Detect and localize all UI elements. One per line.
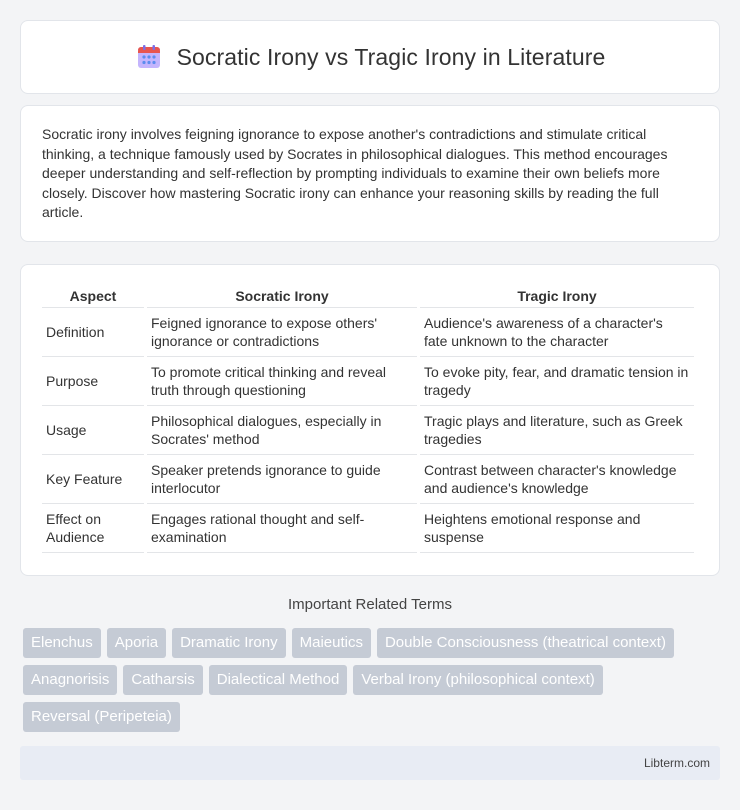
header-socratic: Socratic Irony <box>147 283 417 308</box>
tag-elenchus[interactable]: Elenchus <box>23 628 101 658</box>
tag-reversal[interactable]: Reversal (Peripeteia) <box>23 702 180 732</box>
cell-aspect: Definition <box>42 308 144 357</box>
cell-tragic: To evoke pity, fear, and dramatic tension in tragedy <box>420 357 694 406</box>
tag-double-consciousness[interactable]: Double Consciousness (theatrical context) <box>377 628 674 658</box>
table-header-row <box>42 283 694 308</box>
page-title: Socratic Irony vs Tragic Irony in Literature <box>176 43 606 70</box>
tag-verbal-irony[interactable]: Verbal Irony (philosophical context) <box>353 665 602 695</box>
cell-aspect: Usage <box>42 406 144 455</box>
related-terms-title: Important Related Terms <box>288 596 452 613</box>
header-tragic: Tragic Irony <box>420 283 694 308</box>
table-row <box>42 406 694 455</box>
intro-text: Socratic irony involves feigning ignorance to expose another's contradictions and stimulate critical thinking, a technique famously used by Socrates in philosophical dialogues. This method encourages deeper understanding and self-reflection by prompting individuals to examine their own beliefs more closely. Discover how mastering Socratic irony can enhance your reasoning skills by reading the full article. <box>42 126 668 221</box>
cell-tragic: Tragic plays and literature, such as Greek tragedies <box>420 406 694 455</box>
comparison-table <box>39 283 697 553</box>
table-row <box>42 308 694 357</box>
cell-aspect: Key Feature <box>42 455 144 504</box>
footer-site-link[interactable]: Libterm.com <box>643 756 710 770</box>
cell-tragic: Heightens emotional response and suspense <box>420 504 694 553</box>
table-row <box>42 504 694 553</box>
calendar-icon <box>135 43 163 71</box>
tag-dramatic-irony[interactable]: Dramatic Irony <box>172 628 286 658</box>
footer <box>20 746 720 780</box>
tag-maieutics[interactable]: Maieutics <box>292 628 371 658</box>
table-row <box>42 455 694 504</box>
header-aspect: Aspect <box>42 283 144 308</box>
comparison-card <box>20 264 720 576</box>
table-row <box>42 357 694 406</box>
cell-tragic: Audience's awareness of a character's fate unknown to the character <box>420 308 694 357</box>
tag-anagnorisis[interactable]: Anagnorisis <box>23 665 117 695</box>
tag-catharsis[interactable]: Catharsis <box>123 665 202 695</box>
tag-dialectical-method[interactable]: Dialectical Method <box>209 665 348 695</box>
cell-socratic: Philosophical dialogues, especially in Socrates' method <box>147 406 417 455</box>
cell-tragic: Contrast between character's knowledge and audience's knowledge <box>420 455 694 504</box>
cell-aspect: Purpose <box>42 357 144 406</box>
cell-socratic: To promote critical thinking and reveal truth through questioning <box>147 357 417 406</box>
cell-socratic: Feigned ignorance to expose others' ignorance or contradictions <box>147 308 417 357</box>
related-terms-list <box>23 628 723 732</box>
header-card <box>20 20 720 94</box>
intro-card <box>20 105 720 242</box>
cell-aspect: Effect on Audience <box>42 504 144 553</box>
tag-aporia[interactable]: Aporia <box>107 628 166 658</box>
cell-socratic: Engages rational thought and self-examination <box>147 504 417 553</box>
cell-socratic: Speaker pretends ignorance to guide interlocutor <box>147 455 417 504</box>
